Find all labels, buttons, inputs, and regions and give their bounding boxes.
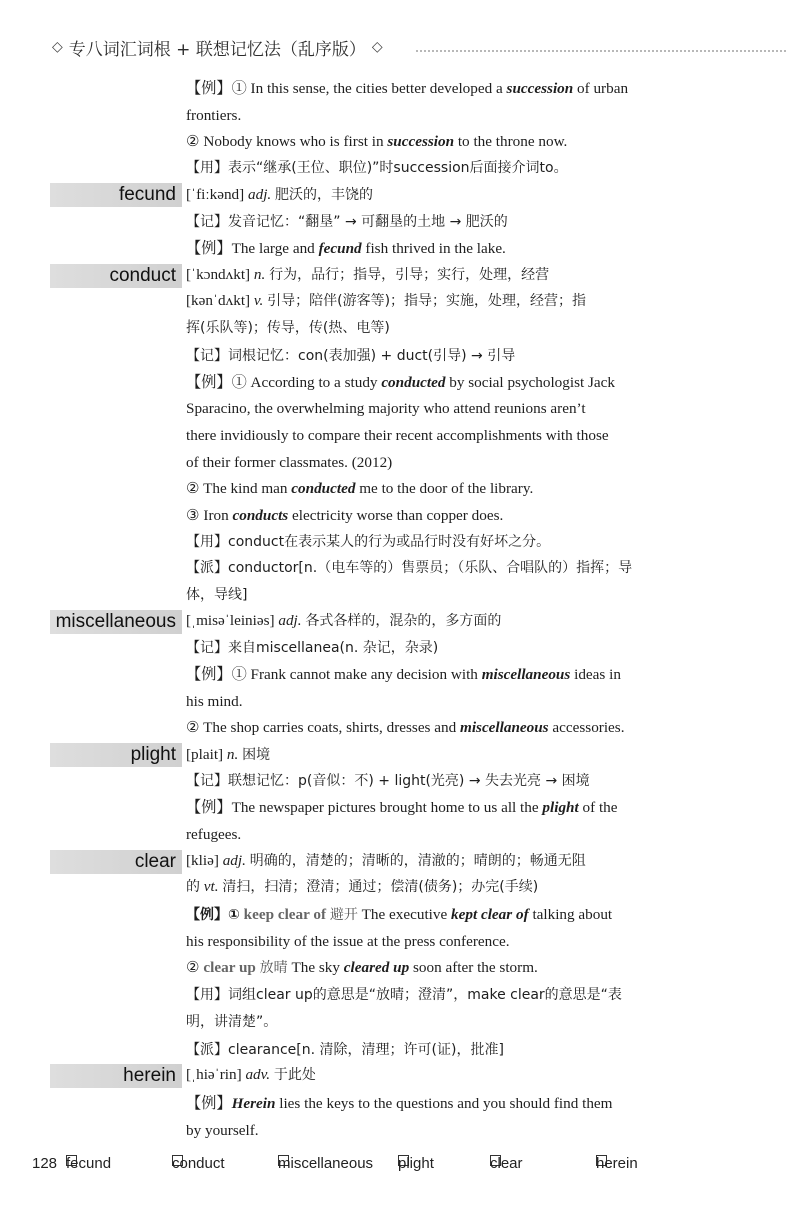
entry-definition: [ˈfiːkənd] adj. 肥沃的，丰饶的 [186,186,374,203]
example-line: by yourself. [186,1122,259,1139]
example-line: his mind. [186,693,243,710]
entry-definition: [plait] n. 困境 [186,746,271,763]
example-line: there invidiously to compare their recent accomplishments with those [186,427,609,444]
usage-note: 【用】表示“继承(王位、职位)”时succession后面接介词to。 [186,160,568,176]
example-line: Sparacino, the overwhelming majority who attend reunions aren’t [186,400,586,417]
entry-headword-herein: herein [50,1064,182,1088]
header-title: 专八词汇词根 + 联想记忆法（乱序版） [68,39,366,60]
page-footer: 128 fecund conduct miscellaneous plight clear herein [32,1155,638,1172]
entry-definition: 的 vt. 清扫，扫清；澄清；通过；偿清(债务)；办完(手续) [186,878,539,895]
usage-note: 【用】conduct在表示某人的行为或品行时没有好坏之分。 [186,534,551,550]
example-line: ② The kind man conducted me to the door of the library. [186,480,534,497]
entry-definition: [ˌmisəˈleiniəs] adj. 各式各样的，混杂的，多方面的 [186,612,502,629]
example-line: 【例】① Frank cannot make any decision with miscellaneous ideas in [186,666,621,683]
derivative-note: 【派】conductor[n.（电车等的）售票员；（乐队、合唱队的）指挥；导 [186,560,633,576]
example-line: ② clear up 放晴 The sky cleared up soon after the storm. [186,959,538,976]
entry-definition: 挥(乐队等)；传导，传(热、电等) [186,320,390,336]
entry-headword-fecund: fecund [50,183,182,207]
example-line: ② Nobody knows who is first in succession to the throne now. [186,133,568,150]
memory-note: 【记】联想记忆：p(音似：不) + light(光亮) → 失去光亮 → 困境 [186,773,590,789]
example-line: 【例】① In this sense, the cities better developed a succession of urban [186,80,629,97]
example-line: 【例】① According to a study conducted by social psychologist Jack [186,374,616,391]
example-line: ③ Iron conducts electricity worse than copper does. [186,507,504,524]
example-line: frontiers. [186,107,242,124]
example-line: 【例】The large and fecund fish thrived in the lake. [186,240,506,257]
usage-note: 【用】词组clear up的意思是“放晴；澄清”，make clear的意思是“表 [186,987,622,1003]
memory-note: 【记】来自miscellanea(n. 杂记，杂录) [186,640,439,656]
entry-definition: [ˌhiəˈrin] adv. 于此处 [186,1066,316,1083]
header-dotted-rule [416,50,786,52]
page-number: 128 [32,1155,58,1172]
entry-headword-miscellaneous: miscellaneous [50,610,182,634]
derivative-note: 体，导线] [186,587,248,603]
example-line: of their former classmates. (2012) [186,454,393,471]
example-line: 【例】Herein lies the keys to the questions and you should find them [186,1095,613,1112]
example-line: refugees. [186,826,242,843]
memory-note: 【记】词根记忆：con(表加强) + duct(引导) → 引导 [186,348,516,364]
entry-definition: [kənˈdʌkt] v. 引导；陪伴(游客等)；指导；实施，处理，经营；指 [186,292,587,309]
memory-note: 【记】发音记忆：“翻垦” → 可翻垦的土地 → 肥沃的 [186,214,508,230]
example-line: ② The shop carries coats, shirts, dresses and miscellaneous accessories. [186,719,625,736]
entry-headword-conduct: conduct [50,264,182,288]
example-line: 【例】① keep clear of 避开 The executive kept clear of talking about [186,906,613,923]
entry-definition: [ˈkɔndʌkt] n. 行为，品行；指导，引导；实行，处理，经营 [186,266,550,283]
diamond-ornament-icon: ◇ [371,39,383,55]
entry-headword-plight: plight [50,743,182,767]
entry-definition: [kliə] adj. 明确的，清楚的；清晰的，清澈的；晴朗的；畅通无阻 [186,852,586,869]
example-line: 【例】The newspaper pictures brought home to us all the plight of the [186,799,618,816]
example-line: his responsibility of the issue at the press conference. [186,933,510,950]
running-header [46,33,766,61]
usage-note: 明，讲清楚”。 [186,1014,278,1030]
derivative-note: 【派】clearance[n. 清除，清理；许可(证)，批准] [186,1042,504,1058]
entry-headword-clear: clear [50,850,182,874]
diamond-ornament-icon: ◇ [52,39,63,55]
